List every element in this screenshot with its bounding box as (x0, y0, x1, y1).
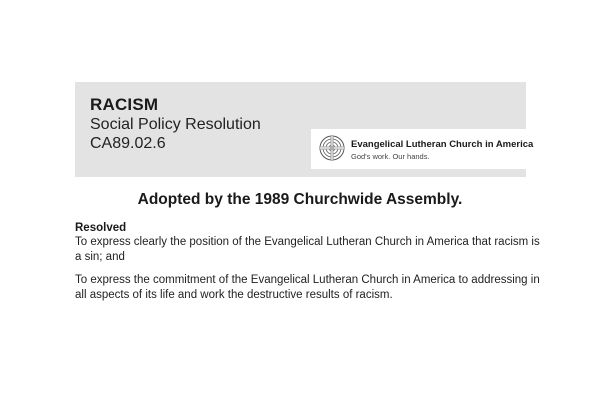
resolution-paragraph: To express clearly the position of the Evangelical Lutheran Church in America that racism is a sin; and (75, 236, 540, 263)
resolution-paragraph: To express the commitment of the Evangelical Lutheran Church in America to addressing in all aspects of its life and work the destructive results of racism. (75, 274, 540, 301)
resolved-heading: Resolved (75, 222, 127, 234)
document-title: RACISM (90, 95, 159, 114)
document-code: CA89.02.6 (90, 135, 166, 152)
adoption-statement: Adopted by the 1989 Churchwide Assembly. (137, 191, 463, 208)
document-subtitle: Social Policy Resolution (90, 116, 261, 133)
logo-organization-name: Evangelical Lutheran Church in America (351, 139, 534, 150)
elca-cross-icon (319, 135, 345, 161)
logo-tagline: God's work. Our hands. (351, 152, 430, 161)
elca-logo (311, 129, 534, 169)
header-band (75, 82, 534, 177)
